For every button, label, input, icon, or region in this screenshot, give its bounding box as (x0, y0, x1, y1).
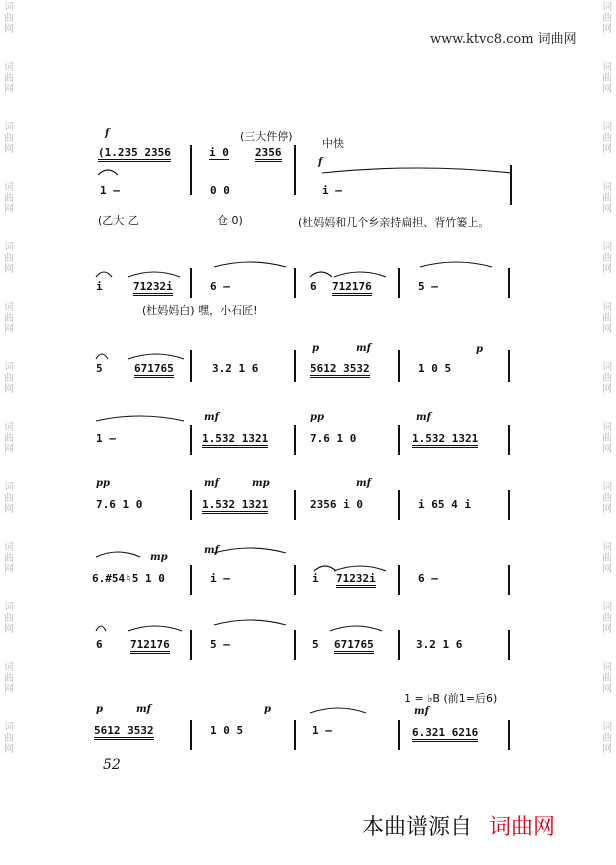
dynamic-mark: mp (252, 478, 270, 489)
slur-arc (128, 272, 180, 277)
dynamic-mark: mf (136, 704, 151, 715)
watermark-char: 词 (602, 2, 612, 13)
dynamic-mark: pp (310, 412, 324, 423)
dynamic-mark: mf (204, 478, 219, 489)
note-group: 71232i (133, 280, 173, 296)
note-group: 5 – (210, 638, 230, 651)
slur-arc (96, 626, 106, 631)
watermark-char: 网 (4, 744, 14, 755)
dynamic-mark: f (105, 128, 110, 139)
lyric-text: (杜妈妈和几个乡亲持扁担、背竹篓上。 (298, 216, 490, 229)
watermark-char: 网 (602, 444, 612, 455)
slur-arc (330, 626, 382, 631)
footer-source-text: 本曲谱源自 (362, 815, 473, 840)
slur-arc (420, 262, 492, 267)
watermark-char: 网 (4, 324, 14, 335)
watermark-char: 词 (602, 362, 612, 373)
watermark-char: 网 (602, 84, 612, 95)
watermark-char: 网 (4, 24, 14, 35)
note-group: 2356 (255, 146, 282, 162)
note-group: 2356 i 0 (310, 498, 363, 511)
note-group: i 0 (209, 146, 229, 159)
watermark-char: 曲 (4, 673, 14, 684)
watermark-char: 曲 (602, 673, 612, 684)
watermark-char: 词 (4, 422, 14, 433)
dynamic-mark: p (476, 344, 483, 355)
watermark-char: 网 (4, 684, 14, 695)
note-group: 3.2 1 6 (212, 362, 259, 375)
watermark-char: 曲 (4, 553, 14, 564)
watermark-char: 网 (602, 624, 612, 635)
watermark-char: 曲 (4, 373, 14, 384)
slur-arc (334, 566, 386, 571)
dynamic-mark: mf (204, 412, 219, 423)
watermark-char: 曲 (602, 493, 612, 504)
note-group: i – (322, 184, 342, 197)
note-group: 7.6 1 0 (310, 432, 357, 445)
note-group: 1 – (312, 724, 332, 737)
note-group: 6 – (418, 572, 438, 585)
watermark-char: 网 (602, 564, 612, 575)
watermark-char: 曲 (4, 433, 14, 444)
watermark-char: 网 (4, 204, 14, 215)
watermark-char: 网 (4, 264, 14, 275)
watermark-char: 网 (602, 144, 612, 155)
watermark-char: 曲 (602, 433, 612, 444)
lyric-text: (杜妈妈白) 嘿，小石匠! (142, 304, 258, 317)
note-group: i 65 4 i (418, 498, 471, 511)
watermark-char: 词 (4, 62, 14, 73)
watermark-char: 词 (4, 302, 14, 313)
note-group: 5 (312, 638, 319, 651)
note-group: 1.532 1321 (202, 498, 268, 514)
watermark-char: 词 (4, 542, 14, 553)
watermark-char: 网 (602, 24, 612, 35)
watermark-char: 词 (602, 242, 612, 253)
watermark-char: 网 (4, 444, 14, 455)
watermark-char: 曲 (4, 193, 14, 204)
note-group: 5 – (418, 280, 438, 293)
note-group: i – (210, 572, 230, 585)
watermark-char: 网 (4, 84, 14, 95)
watermark-char: 曲 (602, 253, 612, 264)
slur-arc (96, 552, 140, 557)
watermark-char: 曲 (602, 553, 612, 564)
watermark-char: 曲 (602, 73, 612, 84)
watermark-char: 曲 (4, 613, 14, 624)
watermark-char: 曲 (4, 313, 14, 324)
note-group: 7.6 1 0 (96, 498, 143, 511)
watermark-char: 网 (602, 324, 612, 335)
slur-arc (214, 262, 286, 267)
slur-arc (96, 354, 108, 359)
watermark-char: 词 (4, 2, 14, 13)
note-group: 6 (310, 280, 317, 293)
watermark-char: 网 (602, 264, 612, 275)
note-group: 671765 (334, 638, 374, 654)
watermark-char: 词 (602, 662, 612, 673)
slur-arc (128, 626, 182, 631)
watermark-char: 词 (602, 722, 612, 733)
note-group: 6 (96, 638, 103, 651)
dynamic-mark: pp (96, 478, 110, 489)
watermark-char: 网 (602, 744, 612, 755)
note-group: i (312, 572, 319, 585)
slur-arc (214, 620, 286, 625)
watermark-char: 词 (602, 122, 612, 133)
dynamic-mark: mf (204, 545, 219, 556)
dynamic-mark: mp (150, 552, 168, 563)
watermark-char: 词 (4, 182, 14, 193)
slur-arc (128, 354, 184, 359)
watermark-char: 词 (602, 482, 612, 493)
note-group: 1 – (100, 184, 120, 197)
slur-arc (322, 168, 512, 173)
lyric-text: (三大件停) (240, 130, 293, 143)
watermark-char: 网 (602, 204, 612, 215)
watermark-char: 曲 (4, 493, 14, 504)
note-group: 1 0 5 (210, 724, 244, 737)
slur-arc (96, 272, 112, 277)
dynamic-mark: mf (356, 478, 371, 489)
note-group: 1 0 5 (418, 362, 452, 375)
watermark-char: 词 (4, 602, 14, 613)
note-group: 6.#54♮5 1 0 (92, 572, 165, 585)
watermark-char: 网 (4, 504, 14, 515)
watermark-char: 网 (602, 504, 612, 515)
watermark-char: 曲 (602, 313, 612, 324)
slur-arc (334, 272, 386, 277)
slur-arc (310, 272, 332, 277)
watermark-char: 曲 (4, 13, 14, 24)
slur-arc (314, 566, 336, 571)
note-group: 1.532 1321 (412, 432, 478, 448)
watermark-char: 网 (602, 684, 612, 695)
note-group: 1.532 1321 (202, 432, 268, 448)
slur-arc (96, 416, 184, 421)
note-group: 5612 3532 (310, 362, 370, 378)
site-header[interactable]: www.ktvc8.com 词曲网 (430, 32, 577, 47)
note-group: 5 (96, 362, 103, 375)
watermark-char: 网 (4, 384, 14, 395)
watermark-char: 曲 (602, 733, 612, 744)
watermark-char: 曲 (602, 13, 612, 24)
watermark-char: 词 (4, 482, 14, 493)
watermark-char: 词 (602, 602, 612, 613)
watermark-char: 曲 (602, 373, 612, 384)
watermark-char: 词 (602, 182, 612, 193)
footer-brand[interactable]: 词曲网 (489, 815, 556, 840)
lyric-text: 仓 0) (217, 214, 243, 227)
dynamic-mark: mf (414, 706, 429, 717)
slur-arc (310, 708, 366, 713)
page-number: 52 (103, 757, 121, 773)
watermark-char: 词 (602, 302, 612, 313)
note-group: 71232i (336, 572, 376, 588)
watermark-char: 曲 (4, 733, 14, 744)
watermark-char: 曲 (4, 73, 14, 84)
note-group: 5612 3532 (94, 724, 154, 740)
note-group: i (96, 280, 103, 293)
lyric-text: 中快 (322, 137, 344, 150)
watermark-char: 词 (602, 422, 612, 433)
note-group: 6 – (210, 280, 230, 293)
watermark-char: 词 (4, 662, 14, 673)
watermark-char: 网 (602, 384, 612, 395)
dynamic-mark: p (312, 343, 319, 354)
dynamic-mark: mf (356, 343, 371, 354)
lyric-text: (乙大 乙 (98, 214, 139, 227)
dynamic-mark: f (318, 157, 323, 168)
note-group: (1.235 2356 (98, 146, 171, 162)
note-group: 1 – (96, 432, 116, 445)
note-group: 671765 (134, 362, 174, 378)
watermark-char: 词 (4, 722, 14, 733)
dynamic-mark: p (264, 704, 271, 715)
watermark-char: 词 (4, 122, 14, 133)
watermark-char: 词 (4, 362, 14, 373)
watermark-char: 网 (4, 144, 14, 155)
lyric-text: 1 = ♭B (前1=后6) (404, 692, 498, 705)
dynamic-mark: p (96, 704, 103, 715)
note-group: 6.321 6216 (412, 726, 478, 742)
watermark-char: 网 (4, 624, 14, 635)
note-group: 712176 (130, 638, 170, 654)
watermark-char: 词 (4, 242, 14, 253)
slur-arc (214, 548, 286, 553)
watermark-char: 词 (602, 542, 612, 553)
note-group: 3.2 1 6 (416, 638, 463, 651)
watermark-char: 曲 (4, 133, 14, 144)
slur-arc (98, 170, 118, 175)
note-group: 0 0 (210, 184, 230, 197)
watermark-char: 曲 (602, 133, 612, 144)
watermark-char: 曲 (602, 613, 612, 624)
note-group: 712176 (332, 280, 372, 296)
dynamic-mark: mf (416, 412, 431, 423)
watermark-char: 词 (602, 62, 612, 73)
watermark-char: 网 (4, 564, 14, 575)
watermark-char: 曲 (602, 193, 612, 204)
watermark-char: 曲 (4, 253, 14, 264)
